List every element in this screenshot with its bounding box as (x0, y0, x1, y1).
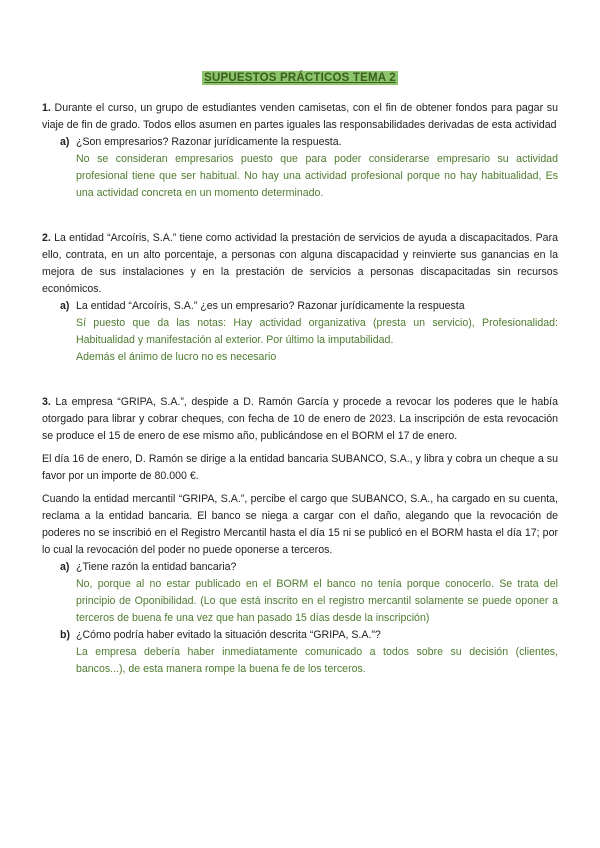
exercise-statement: 3. La empresa “GRIPA, S.A.”, despide a D. Ramón García y procede a revocar los poderes que le había otorgado para librar y cobrar cheques, con fecha de 10 de enero de 2023. La inscripción de esta revocación se produce el 15 de enero de ese mismo año, publicándose en el BORM el 17 de enero. (42, 396, 558, 442)
exercise-1 (42, 100, 558, 202)
question-a: a) ¿Son empresarios? Razonar jurídicamente la respuesta. No se consideran empresarios puesto que para poder considerarse empresario su actividad profesional tiene que ser habitual. No hay una actividad profesional porque no hay habitualidad, Es una actividad concreta en un momento determinado. (60, 134, 558, 202)
question-text: La entidad “Arcoíris, S.A.” ¿es un empresario? Razonar jurídicamente la respuesta (76, 300, 465, 312)
answer-text: La empresa debería haber inmediatamente comunicado a todos sobre su decisión (clientes, bancos...), de esta manera rompe la buena fe de los terceros. (76, 646, 558, 675)
exercise-3 (42, 394, 558, 678)
question-text: ¿Tiene razón la entidad bancaria? (76, 561, 237, 573)
document-title: SUPUESTOS PRÁCTICOS TEMA 2 (204, 72, 396, 84)
exercise-statement: Cuando la entidad mercantil “GRIPA, S.A.”, percibe el cargo que SUBANCO, S.A., ha cargado en su cuenta, reclama a la entidad bancaria. El banco se niega a cargar con el daño, alegando que la revocación de poderes no se inscribió en el Registro Mercantil hasta el día 15 ni se publicó en el BORM hasta el día 17; por lo cual la revocación del poder no puede oponerse a terceros. (42, 493, 558, 556)
question-a: a) La entidad “Arcoíris, S.A.” ¿es un empresario? Razonar jurídicamente la respuesta Sí puesto que da las notas: Hay actividad organizativa (presta un servicio), Profesionalidad: Habitualidad y manifestación al exterior. Por último la imputabilidad. Además el ánimo de lucro no es necesario (60, 298, 558, 366)
exercise-statement: El día 16 de enero, D. Ramón se dirige a la entidad bancaria SUBANCO, S.A., y libra y cobra un cheque a su favor por un importe de 80.000 €. (42, 453, 558, 482)
document-page (42, 70, 558, 678)
answer-text: No, porque al no estar publicado en el BORM el banco no tenía porque conocerlo. Se trata del principio de Oponibilidad. (Lo que está inscrito en el registro mercantil solamente se puede oponer a terceros de buena fe una vez que han pasado 15 días desde la inscripción) (76, 578, 558, 624)
question-a: a) ¿Tiene razón la entidad bancaria? No, porque al no estar publicado en el BORM el banco no tenía porque conocerlo. Se trata del principio de Oponibilidad. (Lo que está inscrito en el registro mercantil solamente se puede oponer a terceros de buena fe una vez que han pasado 15 días desde la inscripción) (60, 559, 558, 627)
answer-text: Además el ánimo de lucro no es necesario (76, 351, 277, 363)
question-text: ¿Cómo podría haber evitado la situación descrita “GRIPA, S.A.”? (76, 629, 381, 641)
answer-text: No se consideran empresarios puesto que para poder considerarse empresario su actividad profesional tiene que ser habitual. No hay una actividad profesional porque no hay habitualidad, Es una actividad concreta en un momento determinado. (76, 153, 558, 199)
exercise-2 (42, 230, 558, 366)
question-text: ¿Son empresarios? Razonar jurídicamente la respuesta. (76, 136, 342, 148)
exercise-statement: 1. Durante el curso, un grupo de estudiantes venden camisetas, con el fin de obtener fondos para pagar su viaje de fin de grado. Todos ellos asumen en partes iguales las responsabilidades derivadas de esta actividad (42, 102, 558, 131)
question-b: b) ¿Cómo podría haber evitado la situación descrita “GRIPA, S.A.”? La empresa debería haber inmediatamente comunicado a todos sobre su decisión (clientes, bancos...), de esta manera rompe la buena fe de los terceros. (60, 627, 558, 678)
exercise-statement: 2. La entidad “Arcoíris, S.A.” tiene como actividad la prestación de servicios de ayuda a discapacitados. Para ello, contrata, en un alto porcentaje, a personas con alguna discapacidad y reinvierte sus ganancias en la mejora de sus instalaciones y en la prestación de servicios a personas discapacitadas sin recursos económicos. (42, 232, 558, 295)
answer-text: Sí puesto que da las notas: Hay actividad organizativa (presta un servicio), Profesionalidad: Habitualidad y manifestación al exterior. Por último la imputabilidad. (76, 317, 558, 346)
